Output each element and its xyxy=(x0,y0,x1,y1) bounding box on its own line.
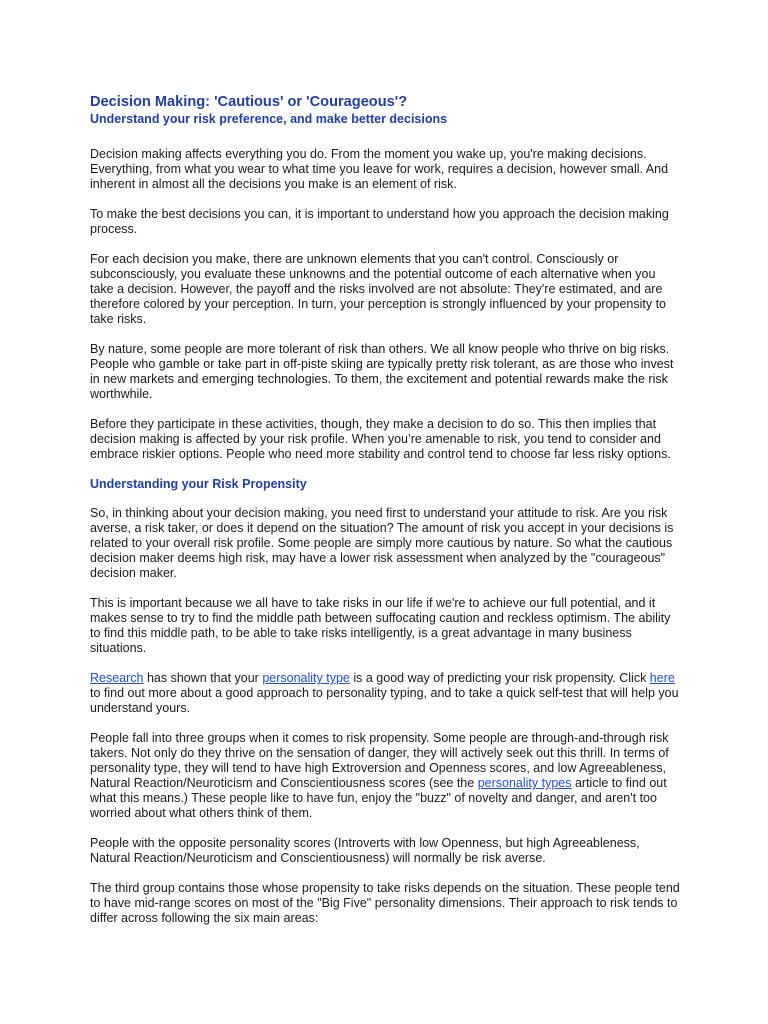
paragraph-risk-tolerance: By nature, some people are more tolerant of risk than others. We all know people who thrive on big risks. People who gamble or take part in off-piste skiing are typically pretty risk tolerant, as are those who invest in new markets and emerging technologies. To them, the excitement and potential rewards make the risk worthwhile. xyxy=(90,342,674,401)
paragraph-research xyxy=(90,671,680,716)
paragraph-risk-averse: People with the opposite personality scores (Introverts with low Openness, but high Agreeableness, Natural Reaction/Neuroticism and Conscientiousness) will normally be risk averse. xyxy=(90,836,640,865)
research-text-1: has shown that your xyxy=(143,671,263,685)
paragraph-middle-path: This is important because we all have to take risks in our life if we're to achieve our full potential, and it makes sense to try to find the middle path between suffocating caution and reckless optimism. The ability to find this middle path, to be able to take risks intelligently, is a great advantage in many business situations. xyxy=(90,596,671,655)
paragraph-best-decisions: To make the best decisions you can, it is important to understand how you approach the decision making process. xyxy=(90,207,669,236)
article-subtitle: Understand your risk preference, and make better decisions xyxy=(90,112,448,126)
section-heading-risk-propensity: Understanding your Risk Propensity xyxy=(90,477,307,491)
paragraph-unknown-elements: For each decision you make, there are unknown elements that you can't control. Consciously or subconsciously, you evaluate these unknowns and the potential outcome of each alternative when you take a decision. However, the payoff and the risks involved are not absolute: They're estimated, and are therefore colored by your perception. In turn, your perception is strongly influenced by your propensity to take risks. xyxy=(90,252,667,326)
groups-text-2: article to find out what this means.) These people like to have fun, enjoy the "buzz" of novelty and danger, and aren't too worried about what others think of them. xyxy=(90,776,667,820)
here-link[interactable]: here xyxy=(649,671,675,685)
paragraph-intro: Decision making affects everything you do. From the moment you wake up, you're making decisions. Everything, from what you wear to what time you leave for work, requires a decision, however small. And inherent in almost all the decisions you make is an element of risk. xyxy=(90,147,669,191)
article-title: Decision Making: 'Cautious' or 'Courageous'? xyxy=(90,94,408,110)
paragraph-risk-profile: Before they participate in these activities, though, they make a decision to do so. This then implies that decision making is affected by your risk profile. When you’re amenable to risk, you tend to consider and embrace riskier options. People who need more stability and control tend to choose far less risky options. xyxy=(90,417,671,461)
paragraph-three-groups xyxy=(90,731,680,821)
research-text-2: is a good way of predicting your risk propensity. Click xyxy=(349,671,650,685)
personality-type-link[interactable]: personality type xyxy=(262,671,350,685)
document-page xyxy=(90,94,680,941)
personality-types-link[interactable]: personality types xyxy=(477,776,572,790)
paragraph-third-group: The third group contains those whose propensity to take risks depends on the situation. These people tend to have mid-range scores on most of the "Big Five" personality dimensions. Their approach to risk tends to differ across following the six main areas: xyxy=(90,881,680,925)
research-text-3: to find out more about a good approach to personality typing, and to take a quick self-test that will help you understand yours. xyxy=(90,686,679,715)
paragraph-attitude-to-risk: So, in thinking about your decision making, you need first to understand your attitude to risk. Are you risk averse, a risk taker, or does it depend on the situation? The amount of risk you accept in your decisions is related to your overall risk profile. Some people are simply more cautious by nature. So what the cautious decision maker deems high risk, may have a lower risk assessment when analyzed by the "courageous" decision maker. xyxy=(90,506,674,580)
groups-text-1: People fall into three groups when it comes to risk propensity. Some people are through-and-through risk takers. Not only do they thrive on the sensation of danger, they will actively seek out this thrill. In terms of personality type, they will tend to have high Extroversion and Openness scores, and low Agreeableness, Natural Reaction/Neuroticism and Conscientiousness scores (see the xyxy=(90,731,669,790)
research-link[interactable]: Research xyxy=(90,671,144,685)
